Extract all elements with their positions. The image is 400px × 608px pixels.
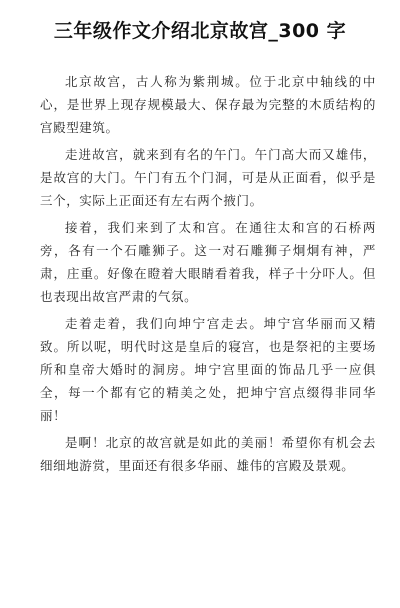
paragraph-5: 是啊！北京的故宫就是如此的美丽！希望你有机会去细细地游赏，里面还有很多华丽、雄伟的宫殿及景观。 [40,435,376,473]
paragraph-3: 接着，我们来到了太和宫。在通往太和宫的石桥两旁，各有一个石雕狮子。这一对石雕狮子炯炯有神，严肃，庄重。好像在瞪着大眼睛看着我，样子十分吓人。但也表现出故宫严肃的气氛。 [40,220,376,304]
paragraph-1: 北京故宫，古人称为紫荆城。位于北京中轴线的中心，是世界上现存规模最大、保存最为完整的木质结构的宫殿型建筑。 [40,74,376,135]
paragraph-2: 走进故宫，就来到有名的午门。午门高大而又雄伟，是故宫的大门。午门有五个门洞，可是从正面看，似乎是三个，实际上正面还有左右两个掖门。 [40,147,376,208]
document-title: 三年级作文介绍北京故宫_300 字 [53,20,347,42]
paragraph-4: 走着走着，我们向坤宁宫走去。坤宁宫华丽而又精致。所以呢，明代时这是皇后的寝宫，也是祭祀的主要场所和皇帝大婚时的洞房。坤宁宫里面的饰品几乎一应俱全，每一个都有它的精美之处，把坤宁宫点缀得非同华丽！ [40,316,376,423]
article-body [40,70,376,481]
